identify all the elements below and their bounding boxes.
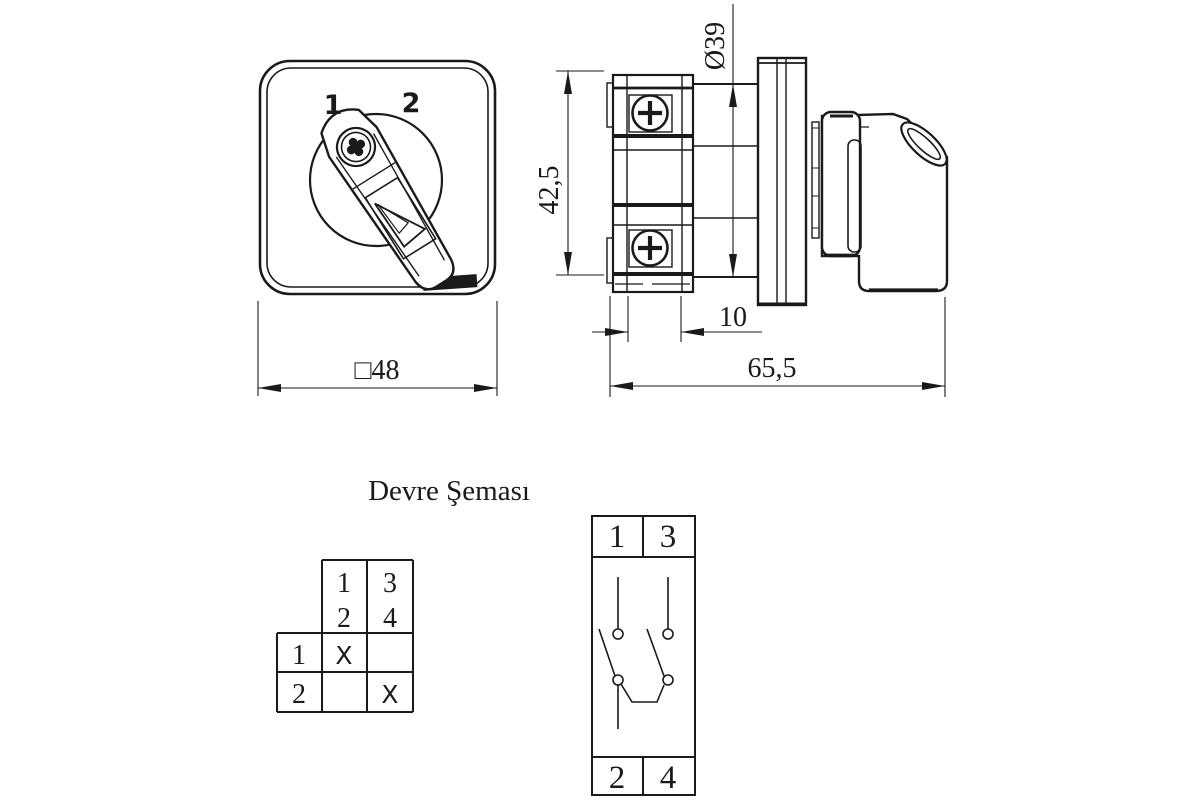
dim-height-label: 42,5 [534, 165, 565, 215]
contact-stems [618, 577, 668, 729]
contact-terminal-dot [663, 675, 673, 685]
mechanical-link [621, 684, 664, 702]
diameter-dimension [700, 4, 737, 277]
arrowhead [605, 328, 628, 336]
terminal-label: 4 [659, 760, 677, 796]
height-dimension [534, 71, 604, 275]
table-row-label: 1 [292, 640, 306, 671]
front-width-dimension [258, 301, 497, 396]
table-cell-mark: X [381, 680, 399, 709]
table-row-label: 2 [292, 679, 306, 710]
table-header-contact: 2 [337, 603, 351, 634]
table-header-contact: 4 [383, 603, 397, 634]
table-cell-mark: X [335, 641, 353, 670]
arrowhead [681, 328, 704, 336]
arrowhead [474, 384, 497, 392]
dim-width-label: □48 [354, 355, 400, 386]
circuit-diagram [592, 516, 695, 796]
dim-block-depth-label: 10 [719, 302, 747, 333]
terminal-label: 3 [659, 519, 677, 555]
terminal-label: 2 [608, 760, 626, 796]
mounting-clip-strip [812, 122, 819, 238]
arrowhead [610, 382, 633, 390]
total-depth-dimension [610, 297, 945, 397]
table-header-contact: 3 [383, 568, 397, 599]
dim-diameter-label: Ø39 [700, 21, 731, 71]
terminal-label: 1 [608, 519, 626, 555]
side-handle [822, 112, 953, 291]
front-view [258, 61, 497, 396]
arrowhead [729, 84, 737, 107]
contact-terminal-dot [613, 675, 623, 685]
plate-outline [758, 58, 806, 305]
terminal-block [607, 75, 693, 292]
arrowhead [922, 382, 945, 390]
arrowhead [564, 71, 572, 94]
position-label-2: 2 [401, 88, 421, 119]
mounting-plate [758, 58, 819, 305]
contact-terminal-dot [663, 629, 673, 639]
block-depth-dimension [592, 296, 762, 397]
arrowhead [258, 384, 281, 392]
schema-title: Devre Şeması [368, 475, 530, 507]
handle-base [822, 112, 860, 256]
contact-table [277, 560, 413, 712]
table-header-contact: 1 [337, 568, 351, 599]
contact-terminal-dot [613, 629, 623, 639]
position-label-1: 1 [323, 90, 343, 121]
arrowhead [729, 254, 737, 277]
contact-blades [599, 629, 664, 676]
arrowhead [564, 252, 572, 275]
dim-total-depth-label: 65,5 [747, 353, 797, 384]
side-view [534, 4, 953, 397]
